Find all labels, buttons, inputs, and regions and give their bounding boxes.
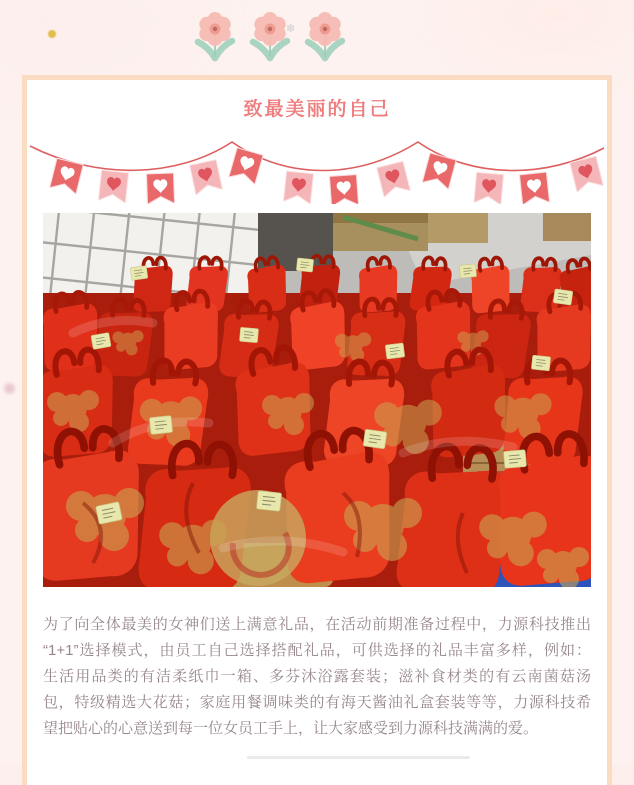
paragraph-line: 生活用品类的有洁柔纸巾一箱、多芬沐浴露套装；滋补食材类的有云南菌菇汤 [43, 668, 591, 685]
sparkle-icon: ✽ [286, 23, 296, 35]
paragraph-line: 为了向全体最美的女神们送上满意礼品，在活动前期准备过程中，力源科技推出 [43, 616, 591, 633]
paragraph-line: 包，特级精选大花菇；家庭用餐调味类的有海天酱油礼盒套装等等，力源科技希 [43, 694, 591, 711]
flower-icon [248, 8, 292, 70]
gift-bags-photo[interactable] [43, 213, 591, 587]
pink-dot-decoration [4, 383, 15, 394]
yellow-dot-decoration [48, 30, 56, 38]
page-title: 致最美丽的自己 [243, 99, 391, 120]
section-divider [247, 756, 470, 759]
content-card [22, 75, 612, 785]
paragraph-line: 望把贴心的心意送到每一位女员工手上，让大家感受到力源科技满满的爱。 [43, 720, 539, 737]
flower-icon [193, 8, 237, 70]
heart-bunting-banner [27, 132, 607, 204]
paragraph-line: “1+1”选择模式，由员工自己选择搭配礼品，可供选择的礼品丰富多样，例如： [43, 642, 591, 659]
flower-icon [303, 8, 347, 70]
article-paragraph [43, 612, 591, 742]
